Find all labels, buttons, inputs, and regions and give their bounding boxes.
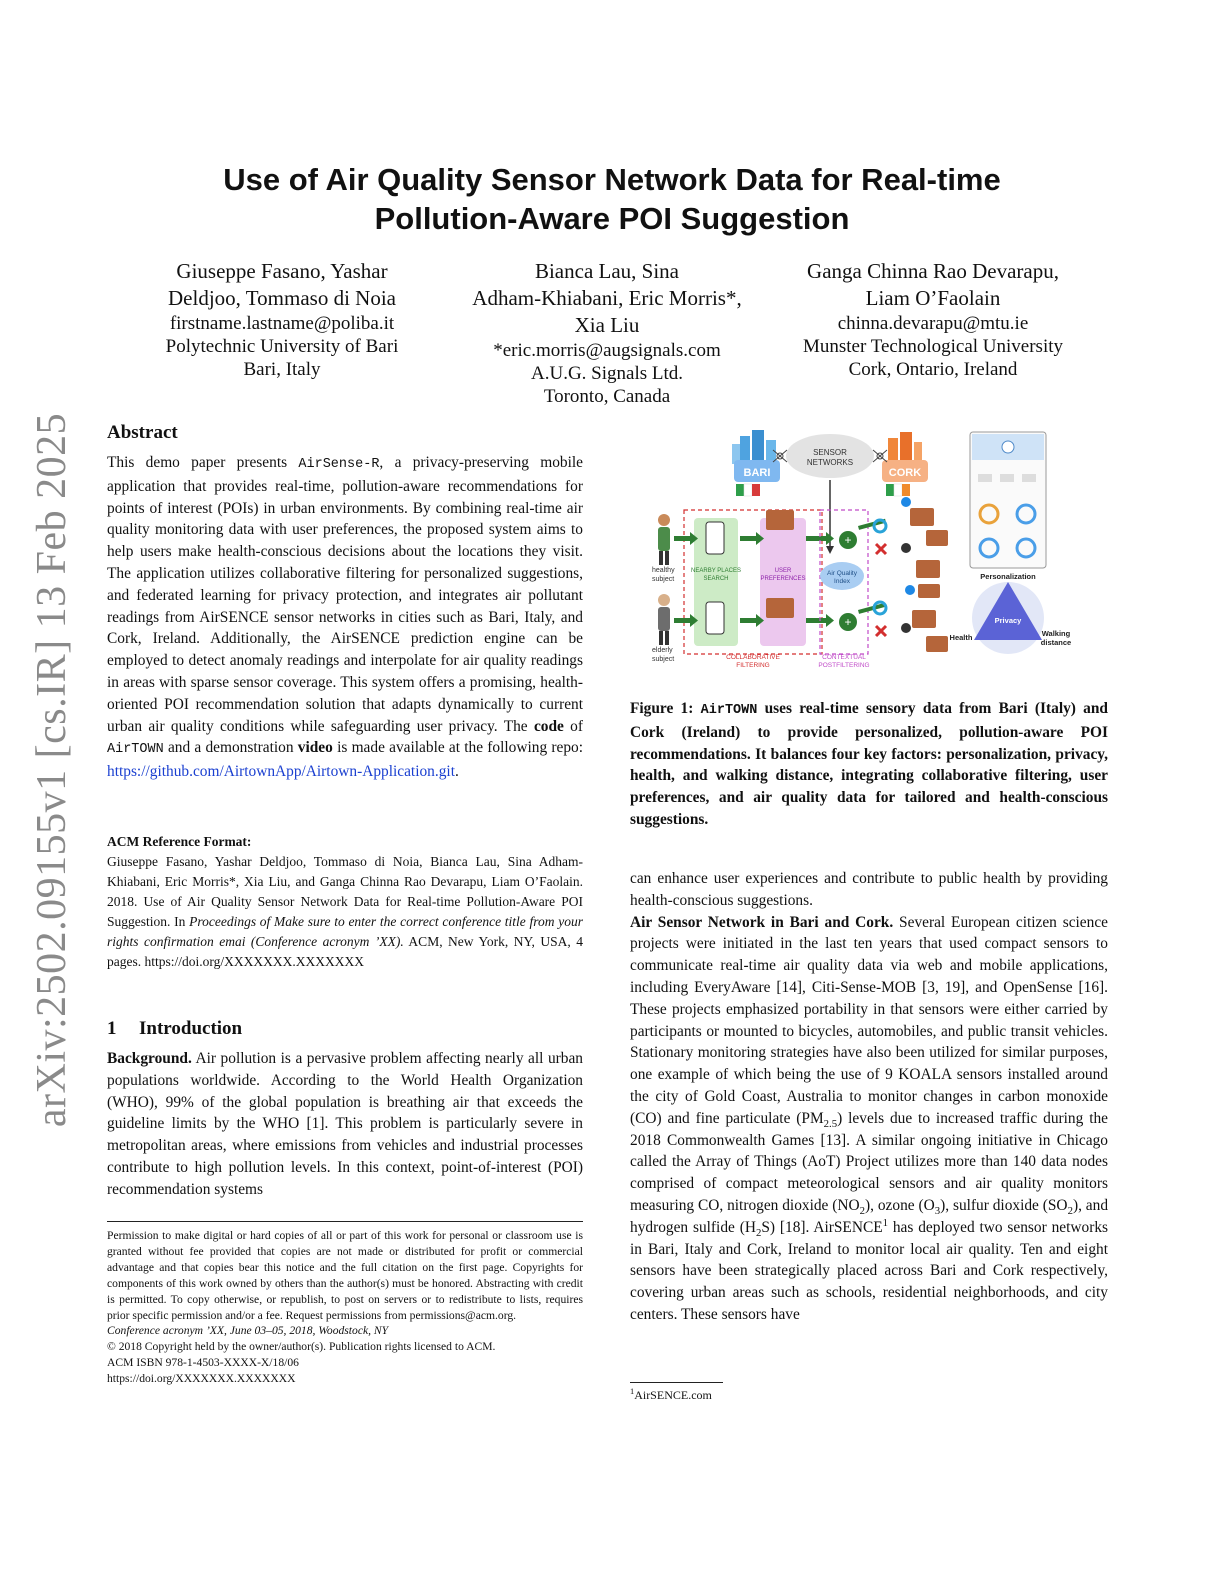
svg-text:Personalization: Personalization: [980, 572, 1036, 581]
svg-text:subject: subject: [652, 576, 675, 583]
author-block-aug: Bianca Lau, Sina Adham-Khiabani, Eric Morris*, Xia Liu *eric.morris@augsignals.com A.U.G. Signals Ltd. Toronto, Canada: [446, 258, 768, 408]
author-affiliation: A.U.G. Signals Ltd.: [531, 363, 683, 384]
svg-text:CONTEXTUAL: CONTEXTUAL: [822, 654, 866, 661]
svg-text:SEARCH: SEARCH: [703, 576, 729, 582]
svg-text:Index: Index: [834, 578, 850, 585]
bari-label: BARI: [743, 467, 771, 479]
figure-1: [648, 430, 1078, 670]
svg-text:Walking: Walking: [1041, 629, 1071, 638]
italy-flag-icon: [736, 484, 760, 496]
author-email: firstname.lastname@poliba.it: [169, 313, 395, 334]
cross-icon: [876, 544, 886, 636]
author-block-poliba: Giuseppe Fasano, Yashar Deldjoo, Tommaso di Noia firstname.lastname@poliba.it Polytechnic University of Bari Bari, Italy: [130, 258, 434, 381]
paper-title: Use of Air Quality Sensor Network Data for Real-time Pollution-Aware POI Suggestion: [223, 162, 1001, 236]
author-affiliation: Munster Technological University: [802, 336, 1064, 357]
elderly-subject-icon: [658, 594, 670, 645]
smartphone-icon: [706, 522, 724, 554]
author-email: *eric.morris@augsignals.com: [493, 340, 721, 361]
svg-text:healthy: healthy: [652, 567, 675, 574]
svg-text:USER: USER: [774, 568, 792, 574]
svg-text:NEARBY PLACES: NEARBY PLACES: [691, 568, 741, 574]
abstract-text: This demo paper presents AirSense-R, a privacy-preserving mobile application that provides real-time, pollution-aware recommendations for points of interest (POIs) in urban environments. By combining real-time air quality monitoring data with user preferences, the proposed system aims to help users make health-conscious decisions about the locations they visit. The application utilizes collaborative filtering for personalized suggestions, and federated learning for privacy protection, and integrates air pollutant readings from AirSENCE sensor networks in cities such as Bari, Italy, and Cork, Ireland. Additionally, the AirSENCE prediction engine can be employed to detect anomaly readings and interpolate for air quality readings in areas with sparse sensor coverage. This system offers a promising, health-oriented POI recommendation solution that adapts dynamically to current urban air quality conditions while safeguarding user privacy. The code of AirTOWN and a demonstration video is made available at the following repo: https://github.com/AirtownApp/Airtown-Application.git.: [107, 454, 584, 781]
section-heading-introduction: 1 Introduction: [107, 1018, 243, 1039]
cork-skyline-icon: [888, 432, 922, 464]
author-location: Cork, Ontario, Ireland: [848, 359, 1018, 380]
svg-text:Privacy: Privacy: [994, 616, 1022, 625]
right-column-text: can enhance user experiences and contribute to public health by providing health-conscious suggestions. Air Sensor Network in Bari and Cork. Several European citizen science projects were initiated in the last ten years that used compact sensors to communicate real-time air quality data via web and mobile applications, including EveryAware [14], Citi-Sense-MOB [3, 19], and OpenSense [16]. These projects emphasized portability in that sensors were either carried by participants or mounted to bicycles, automobiles, and public transit vehicles. Stationary monitoring strategies have also been utilized for similar purposes, one example of which being the use of 9 KOALA sensors installed around the city of Gold Coast, Australia to monitor changes in carbon monoxide (CO) and fine particulate $(PM_{2.5})$ levels due to increased traffic during the 2018 Commonwealth Games [13]. A similar ongoing initiative in Chicago called the Array of Things (AoT) Project utilizes more than 140 data nodes comprised of compact meteorological sensors and air quality monitors measuring CO, nitrogen dioxide $(NO_2)$, ozone $(O_3)$, sulfur dioxide $(SO_2)$, and hydrogen sulfide $(H_2S)$ [18]. AirSENCE$^1$ has deployed two sensor networks in Bari, Italy and Cork, Ireland to monitor local air quality. Ten and eight sensors have been strategically placed across Bari and Cork respectively, covering urban areas such as schools, residential neighborhoods, and city centers. These sensors have: [630, 870, 1109, 1323]
acm-reference-text: Giuseppe Fasano, Yashar Deldjoo, Tommaso di Noia, Bianca Lau, Sina Adham-Khiabani, Eric Morris*, Xia Liu, and Ganga Chinna Rao Devarapu, Liam O’Faolain. 2018. Use of Air Quality Sensor Network Data for Real-time Pollution-Aware POI Suggestion. In Proceedings of Make sure to enter the correct conference title from your rights confirmation emai (Conference acronym ’XX). ACM, New York, NY, USA, 4 pages. https://doi.org/XXXXXXX.XXXXXXX: [107, 854, 583, 969]
svg-text:Air Quality: Air Quality: [827, 570, 857, 577]
figure-1-caption: Figure 1: AirTOWN uses real-time sensory data from Bari (Italy) and Cork (Ireland) to provide personalized, pollution-aware POI recommendations. It balances four key factors: personalization, privacy, health, and walking distance, integrating collaborative filtering, user preferences, and air quality data for tailored and health-conscious suggestions.: [630, 700, 1108, 828]
svg-text:FILTERING: FILTERING: [736, 662, 770, 669]
check-circle-icon: [874, 520, 886, 614]
footnote-divider: [630, 1382, 723, 1383]
author-block-mtu: Ganga Chinna Rao Devarapu, Liam O’Faolain chinna.devarapu@mtu.ie Munster Technological University Cork, Ontario, Ireland: [778, 258, 1088, 381]
bari-skyline-icon: [732, 430, 776, 464]
user-preferences-panel: [760, 518, 806, 646]
svg-text:NETWORKS: NETWORKS: [806, 458, 854, 467]
footnote: $^1$AirSENCE.com: [630, 1387, 712, 1402]
abstract-heading: Abstract: [107, 422, 178, 443]
svg-text:POSTFILTERING: POSTFILTERING: [818, 662, 870, 669]
svg-text:subject: subject: [652, 656, 675, 663]
permission-divider: [107, 1221, 583, 1222]
svg-text:SENSOR: SENSOR: [813, 448, 847, 457]
svg-text:PREFERENCES: PREFERENCES: [760, 576, 806, 582]
smartphone-icon: [706, 602, 724, 634]
ireland-flag-icon: [886, 484, 910, 496]
svg-text:+: +: [844, 533, 852, 547]
repo-link[interactable]: https://github.com/AirtownApp/Airtown-Application.git: [107, 763, 455, 781]
author-location: Toronto, Canada: [543, 386, 671, 407]
author-email: chinna.devarapu@mtu.ie: [837, 313, 1029, 334]
acm-reference-heading: ACM Reference Format:: [107, 834, 252, 849]
author-affiliation: Polytechnic University of Bari: [165, 336, 399, 357]
svg-text:COLLABORATIVE: COLLABORATIVE: [726, 654, 780, 661]
arxiv-watermark: arXiv:2502.09155v1 [cs.IR] 13 Feb 2025: [29, 412, 76, 1128]
svg-text:Health: Health: [949, 633, 973, 642]
svg-text:elderly: elderly: [652, 647, 673, 654]
svg-text:distance: distance: [1040, 638, 1072, 647]
introduction-text: Background. Air pollution is a pervasive problem affecting nearly all urban populations worldwide. According to the World Health Organization (WHO), 99% of the global population is breathing air that exceeds the guideline limits by the WHO [1]. This problem is particularly severe in metropolitan areas, where emissions from vehicles and industrial processes contribute to high pollution levels. In this context, point-of-interest (POI) recommendation systems: [107, 1050, 583, 1198]
healthy-subject-icon: [658, 514, 670, 565]
permission-block: Permission to make digital or hard copies of all or part of this work for personal or classroom use is granted without fee provided that copies are not made or distributed for profit or commercial advantage and that copies bear this notice and the full citation on the first page. Copyrights for components of this work owned by others than the author(s) must be honored. Abstracting with credit is permitted. To copy otherwise, or republish, to post on servers or to redistribute to lists, requires prior specific permission and/or a fee. Request permissions from permissions@acm.org. Conference acronym ’XX, June 03–05, 2018, Woodstock, NY © 2018 Copyright held by the owner/author(s). Publication rights licensed to ACM. ACM ISBN 978-1-4503-XXXX-X/18/06 https://doi.org/XXXXXXX.XXXXXXX: [107, 1229, 583, 1386]
svg-text:+: +: [844, 615, 852, 629]
author-location: Bari, Italy: [243, 359, 321, 380]
cork-label: CORK: [888, 467, 922, 479]
